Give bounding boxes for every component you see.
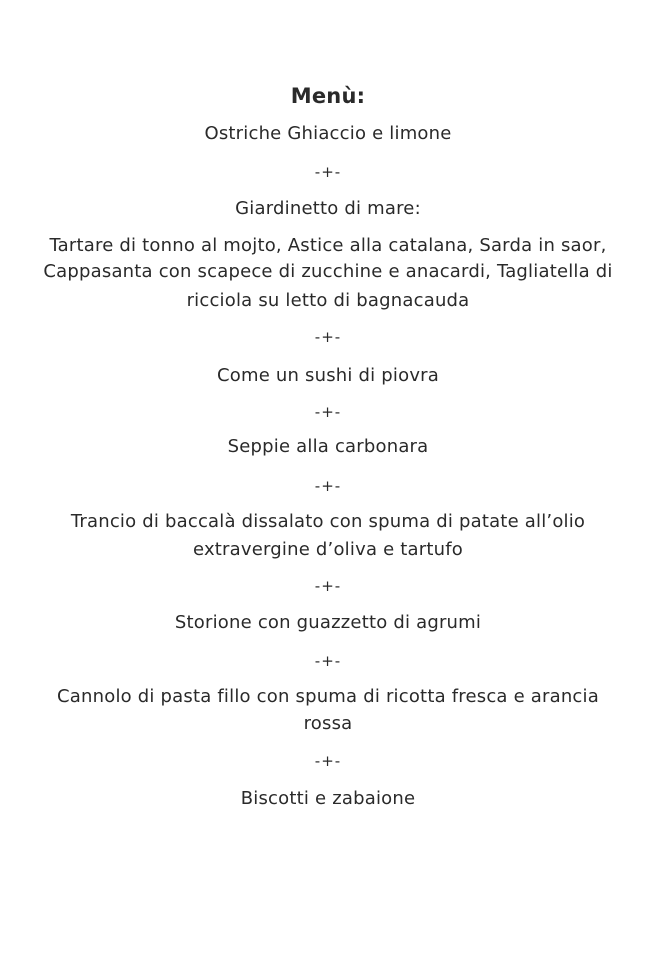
menu-item-sushi-piovra: Come un sushi di piovra	[216, 365, 439, 386]
menu-separator: -+-	[314, 477, 342, 495]
menu-separator: -+-	[314, 577, 342, 595]
menu-item-seppie: Seppie alla carbonara	[227, 436, 429, 457]
menu-item-storione: Storione con guazzetto di agrumi	[174, 612, 482, 633]
menu-item-biscotti: Biscotti e zabaione	[240, 788, 416, 809]
menu-separator: -+-	[314, 163, 342, 181]
menu-item-cannolo-line-1: Cannolo di pasta fillo con spuma di ricotta fresca e arancia	[57, 686, 599, 707]
menu-item-cannolo-line-2: rossa	[303, 713, 353, 734]
menu-item-baccala-line-1: Trancio di baccalà dissalato con spuma di patate all’olio	[70, 511, 586, 532]
menu-separator: -+-	[314, 752, 342, 770]
menu-item-giardinetto-line-2: Cappasanta con scapece di zucchine e anacardi, Tagliatella di	[43, 261, 613, 282]
menu-separator: -+-	[314, 403, 342, 421]
menu-item-giardinetto-heading: Giardinetto di mare:	[235, 198, 421, 219]
menu-separator: -+-	[314, 652, 342, 670]
menu-item-ostriche: Ostriche Ghiaccio e limone	[204, 123, 452, 144]
menu-item-baccala-line-2: extravergine d’oliva e tartufo	[192, 539, 463, 560]
menu-item-giardinetto-line-1: Tartare di tonno al mojto, Astice alla catalana, Sarda in saor,	[49, 235, 607, 256]
menu-separator: -+-	[314, 328, 342, 346]
menu-title: Menù:	[290, 84, 366, 108]
menu-item-giardinetto-line-3: ricciola su letto di bagnacauda	[186, 290, 470, 311]
